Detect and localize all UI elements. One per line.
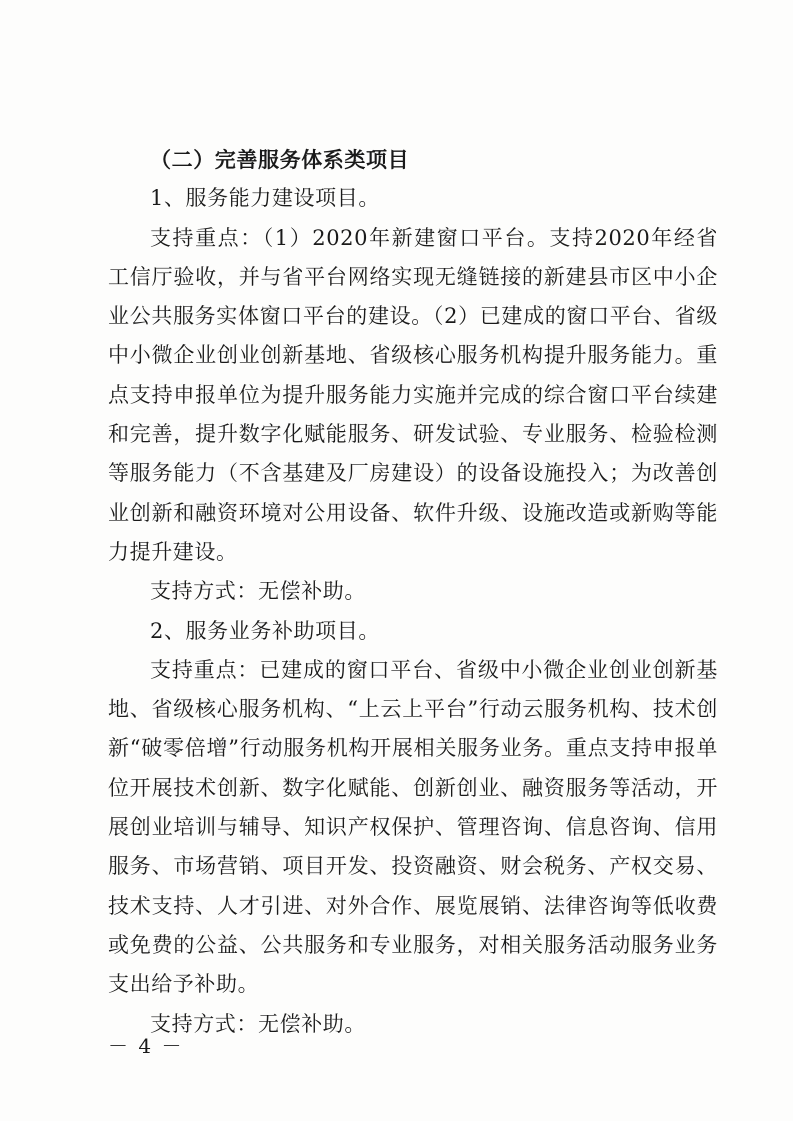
section-heading: （二）完善服务体系类项目 <box>150 147 410 172</box>
item2-support-method: 支持方式：无偿补助。 <box>150 1011 366 1036</box>
item1-title: 1、服务能力建设项目。 <box>150 186 380 211</box>
item2-focus-paragraph: 支持重点：已建成的窗口平台、省级中小微企业创业创新基地、省级核心服务机构、“上云上平台”行动云服务机构、技术创新“破零倍增”行动服务机构开展相关服务业务。重点支持申报单位开展技术创新、数字化赋能、创新创业、融资服务等活动，开展创业培训与辅导、知识产权保护、管理咨询、信息咨询、信用服务、市场营销、项目开发、投资融资、财会税务、产权交易、技术支持、人才引进、对外合作、展览展销、法律咨询等低收费或免费的公益、公共服务和专业服务，对相关服务活动服务业务支出给予补助。 <box>108 657 718 997</box>
document-body <box>108 140 718 1044</box>
item2-title: 2、服务业务补助项目。 <box>150 618 380 643</box>
item1-focus-paragraph: 支持重点：（1）2020年新建窗口平台。支持2020年经省工信厅验收，并与省平台网络实现无缝链接的新建县市区中小企业公共服务实体窗口平台的建设。（2）已建成的窗口平台、省级中小微企业创业创新基地、省级核心服务机构提升服务能力。重点支持申报单位为提升服务能力实施并完成的综合窗口平台续建和完善，提升数字化赋能服务、研发试验、专业服务、检验检测等服务能力（不含基建及厂房建设）的设备设施投入；为改善创业创新和融资环境对公用设备、软件升级、设施改造或新购等能力提升建设。 <box>108 225 718 564</box>
page-number: － 4 － <box>108 1034 184 1058</box>
item1-support-method: 支持方式：无偿补助。 <box>150 579 366 604</box>
